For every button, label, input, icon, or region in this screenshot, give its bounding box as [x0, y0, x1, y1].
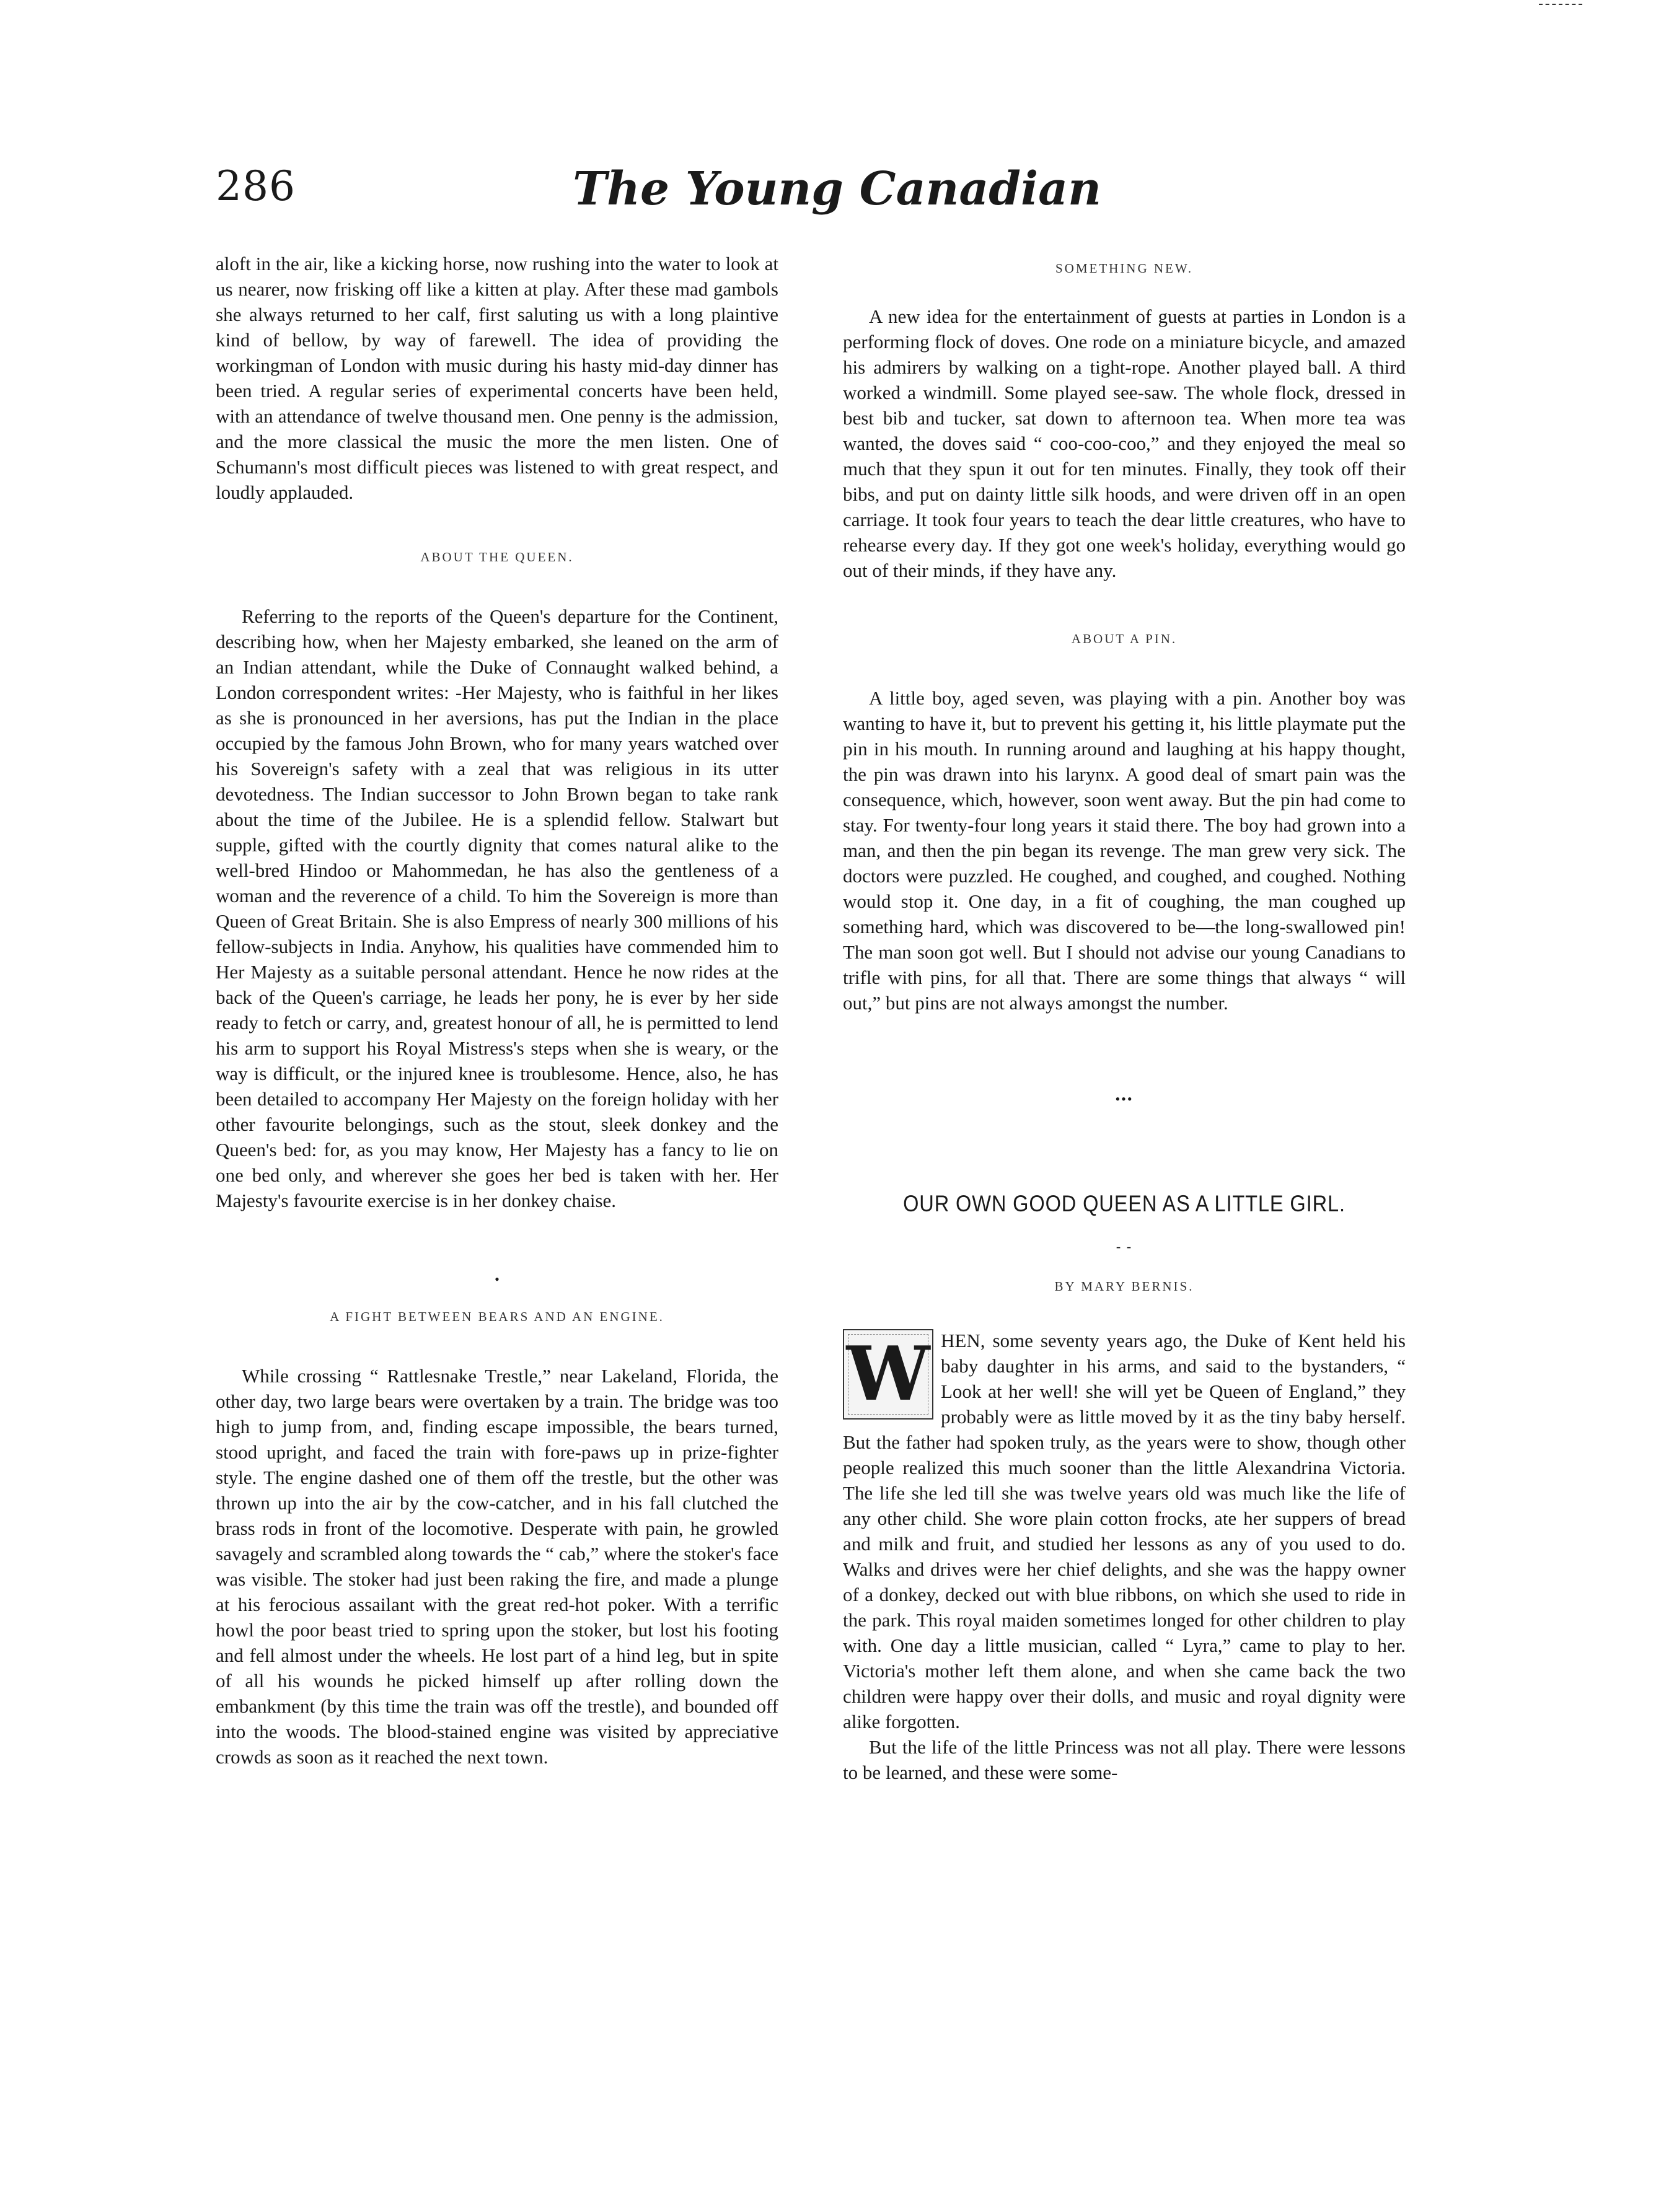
article-about-the-queen: Referring to the reports of the Queen's departure for the Continent, describing how, when her Majesty embarked, she leaned on the arm of an Indian attendant, while the Duke of Connaught walked behind, a London correspondent writes: -Her Majesty, who is faithful in her likes as she is pronounced in her aversions, has put the Indian in the place occupied by the famous John Brown, who for many years watched over his Sovereign's safety with a zeal that was religious in its utter devotedness. The Indian successor to John Brown began to take rank about the time of the Jubilee. He is a splendid fellow. Stalwart but supple, gifted with the courtly dignity that comes natural alike to the well-bred Hindoo or Mahommedan, he has also the gentleness of a woman and the reverence of a child. To him the Sovereign is more than Queen of Great Britain. She is also Empress of nearly 300 millions of his fellow-subjects in India. Anyhow, his qualities have commended him to Her Majesty as a suitable personal attendant. Hence he now rides at the back of the Queen's carriage, he leads her pony, he is ever by her side ready to fetch or carry, and, greatest honour of all, he is permitted to lend his arm to support his Royal Mistress's steps when she is weary, or the way is difficult, or the injured knee is troublesome. Hence, also, he has been detailed to accompany Her Majesty on the foreign holiday with her other favourite belongings, such as the stout, sleek donkey and the Queen's bed: for, as you may know, Her Majesty has a fancy to lie on one bed only, and wherever she goes her bed is taken with her. Her Majesty's favourite exercise is in her donkey chaise.	[216, 605, 778, 1211]
section-heading-about-the-queen: ABOUT THE QUEEN.	[420, 550, 574, 564]
story-paragraph-2: But the life of the little Princess was not all play. There were lessons to be learned, and these were some-	[843, 1736, 1406, 1783]
title-rule: - -	[1116, 1239, 1133, 1254]
ornamental-dropcap	[843, 1329, 933, 1420]
right-column	[843, 251, 1406, 1785]
dropcap-letter: W	[846, 1330, 930, 1418]
section-heading-something-new: SOMETHING NEW.	[1055, 261, 1194, 276]
section-heading-bears-engine: A FIGHT BETWEEN BEARS AND AN ENGINE.	[330, 1309, 664, 1324]
corner-scan-mark	[1539, 4, 1582, 7]
left-column	[216, 251, 778, 1770]
running-title: The Young Canadian	[573, 162, 1101, 216]
continued-paragraph: aloft in the air, like a kicking horse, now rushing into the water to look at us nearer, now frisking off like a kitten at play. After these mad gambols she always returned to her calf, first saluting us with a long plaintive kind of bellow, by way of farewell. The idea of providing the workingman of London with music during his hasty mid-day dinner has been tried. A regular series of experimental concerts have been held, with an attendance of twelve thousand men. One penny is the admission, and the more classical the music the more the men listen. One of Schumann's most difficult pieces was listened to with great respect, and loudly applauded.	[216, 253, 778, 503]
story-title: OUR OWN GOOD QUEEN AS A LITTLE GIRL.	[903, 1191, 1346, 1216]
article-about-a-pin: A little boy, aged seven, was playing with a pin. Another boy was wanting to have it, but to prevent his getting it, his little playmate put the pin in his mouth. In running around and laughing at his happy thought, the pin was drawn into his larynx. A good deal of smart pain was the consequence, which, however, soon went away. But the pin had come to stay. For twenty-four long years it staid there. The boy had grown into a man, and then the pin began its revenge. The man grew very sick. The doctors were puzzled. He coughed, and coughed, and coughed. Nothing would stop it. One day, in a fit of coughing, the man coughed up something hard, which was discovered to be—the long-swallowed pin! The man soon got well. But I should not advise our young Canadians to trifle with pins, for all that. There are some things that always “ will out,” but pins are not always amongst the number.	[843, 687, 1406, 1014]
article-something-new: A new idea for the entertainment of guests at parties in London is a performing flock of doves. One rode on a miniature bicycle, and amazed his admirers by walking on a tight-rope. Another played ball. A third worked a windmill. Some played see-saw. The whole flock, dressed in best bib and tucker, sat down to afternoon tea. When more tea was wanted, the doves said “ coo-coo-coo,” and they enjoyed the meal so much that they spun it out for ten minutes. Finally, they took off their bibs, and put on dainty little silk hoods, and were driven off in an open carriage. It took four years to teach the dear little creatures, who have to rehearse every day. If they got one week's holiday, everything would go out of their minds, if they have any.	[843, 305, 1406, 581]
section-heading-about-a-pin: ABOUT A PIN.	[1071, 631, 1178, 646]
story-paragraph-1: HEN, some seventy years ago, the Duke of Kent held his baby daughter in his arms, and said to the bystanders, “ Look at her well! she will yet be Queen of England,” they probably were as little moved by it as the tiny baby herself. But the father had spoken truly, as the years were to show, though other people realized this much sooner than the little Alexandrina Victoria. The life she led till she was twelve years old was much like the life of any other child. She wore plain cotton frocks, ate her suppers of bread and milk and fruit, and studied her lessons as any of you used to do. Walks and drives were her chief delights, and she was the happy owner of a donkey, decked out with blue ribbons, on which she used to ride in the park. This royal maiden sometimes longed for other children to play with. One day a little musician, called “ Lyra,” came to play to her. Victoria's mother left them alone, and when she came back the two children were happy over their dolls, and music and royal dignity were alike forgotten.	[843, 1330, 1406, 1732]
separator-bullet: •	[495, 1271, 500, 1287]
page-number: 286	[216, 162, 296, 210]
separator-ornament: •••	[1115, 1091, 1134, 1107]
story-byline: BY MARY BERNIS.	[1054, 1279, 1194, 1294]
article-bears-engine: While crossing “ Rattlesnake Trestle,” near Lakeland, Florida, the other day, two large bears were overtaken by a train. The bridge was too high to jump from, and, finding escape impossible, the bears turned, stood upright, and faced the train with fore-paws up in prize-fighter style. The engine dashed one of them off the trestle, but the other was thrown up into the air by the cow-catcher, and in his fall clutched the brass rods in front of the locomotive. Desperate with pain, he growled savagely and scrambled along towards the “ cab,” where the stoker's face was visible. The stoker had just been raking the fire, and made a plunge at his ferocious assailant with the great red-hot poker. With a terrific howl the poor beast tried to spring upon the stoker, but lost his footing and fell almost under the wheels. He lost part of a hind leg, but in spite of all his wounds he picked himself up after rolling down the embankment (by this time the train was off the trestle), and bounded off into the woods. The blood-stained engine was visited by appreciative crowds as soon as it reached the next town.	[216, 1365, 778, 1768]
